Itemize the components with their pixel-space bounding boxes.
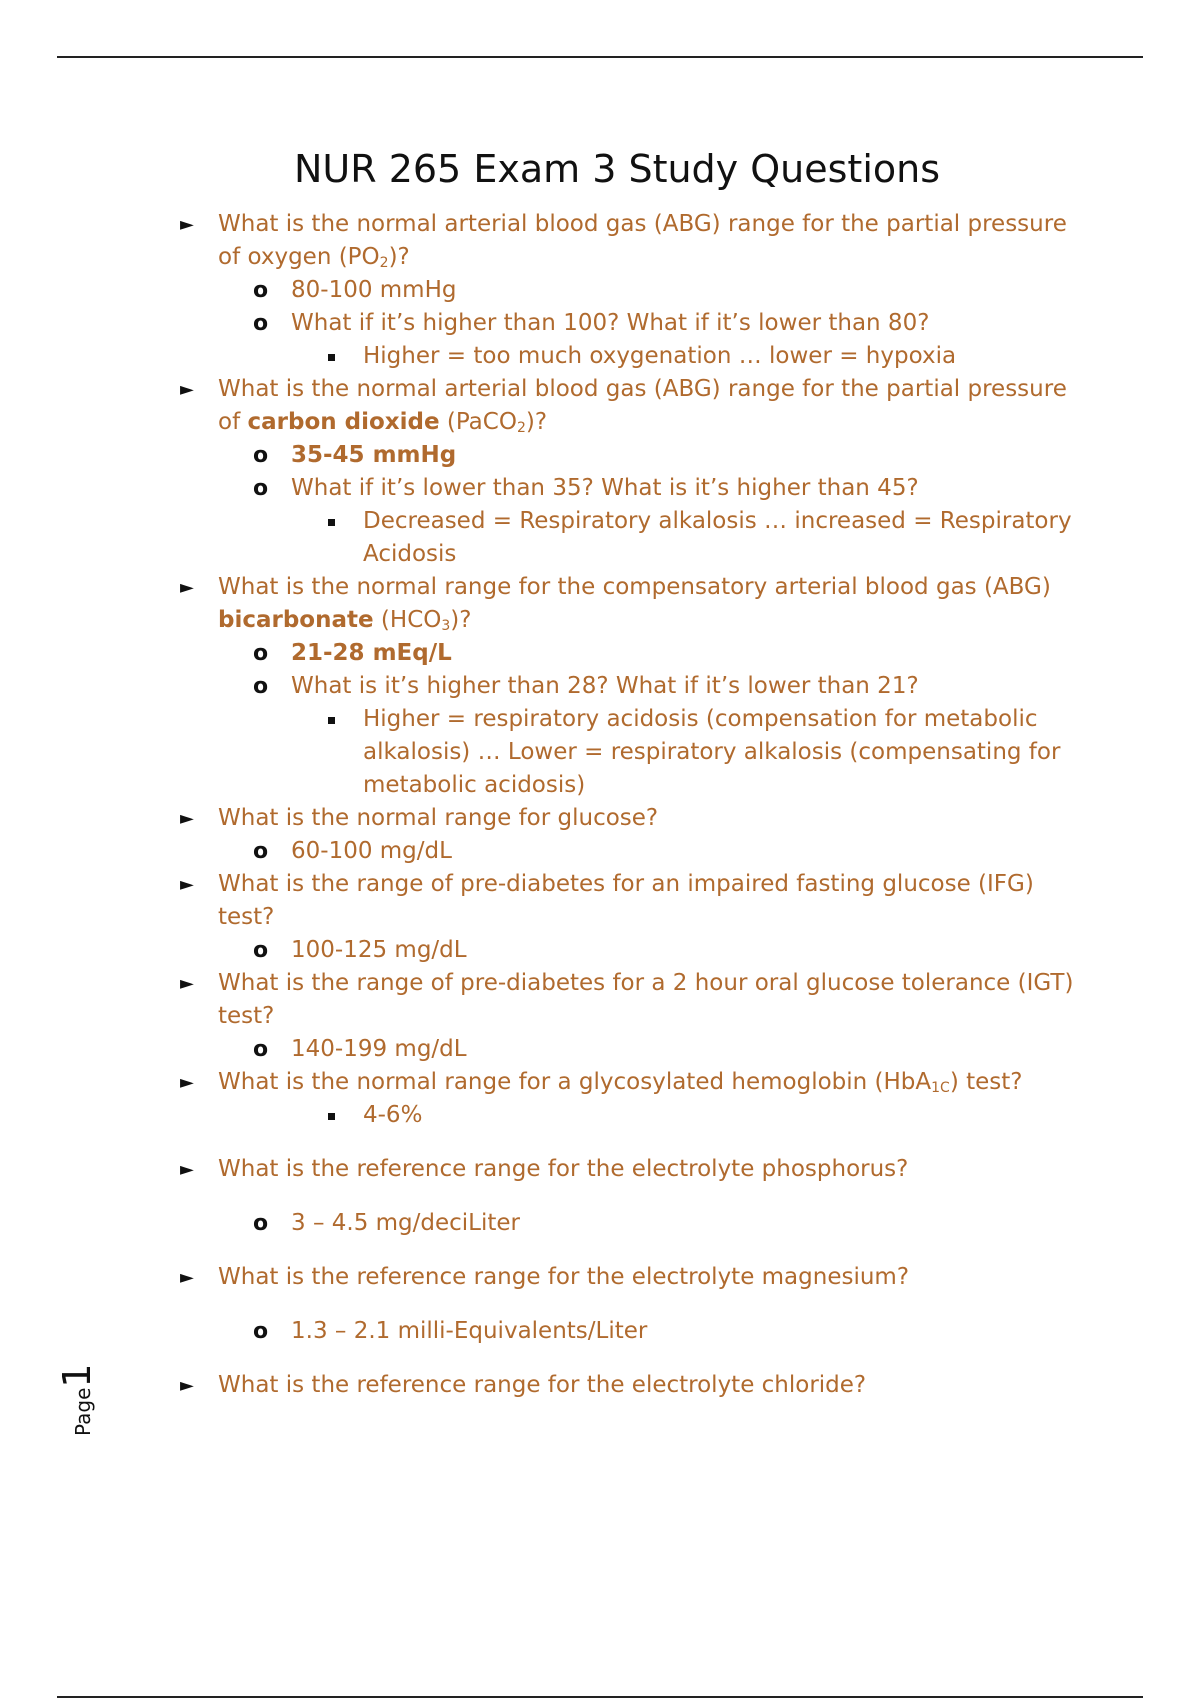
circle-bullet-icon: o bbox=[253, 1037, 269, 1062]
subscript: 2 bbox=[516, 420, 526, 436]
square-bullet-icon bbox=[328, 519, 335, 526]
answer-text: 3 – 4.5 mg/deciLiter bbox=[291, 1210, 521, 1236]
question-text: What is the normal arterial blood gas (ABG) range for the partial pressure of oxygen (PO bbox=[218, 211, 1067, 270]
page-title: NUR 265 Exam 3 Study Questions bbox=[293, 147, 941, 191]
page-word: Page bbox=[71, 1387, 95, 1436]
answer-item bbox=[253, 439, 1078, 472]
question-text: What is the normal range for the compensatory arterial blood gas (ABG) bbox=[218, 574, 1051, 600]
answer-text: 21-28 mEq/L bbox=[291, 640, 452, 666]
sub-answer-text: 4-6% bbox=[363, 1102, 423, 1128]
question-text: )? bbox=[450, 607, 472, 633]
question-item bbox=[178, 373, 1093, 439]
question-text: What is the normal range for a glycosylated hemoglobin (HbA bbox=[218, 1069, 932, 1095]
sub-answer-item bbox=[363, 703, 1078, 802]
sub-answer-text: Higher = respiratory acidosis (compensation for metabolic alkalosis) … Lower = respiratory alkalosis (compensating for metabolic acidosis) bbox=[363, 706, 1061, 798]
subscript: 3 bbox=[441, 618, 451, 634]
question-item bbox=[178, 868, 1093, 934]
answer-text: 80-100 mmHg bbox=[291, 277, 457, 303]
question-emphasis: bicarbonate bbox=[218, 607, 374, 633]
question-text: (PaCO bbox=[439, 409, 517, 435]
question-item bbox=[178, 1066, 1093, 1099]
page-number-label bbox=[55, 1360, 105, 1440]
arrow-bullet-icon: ► bbox=[180, 1072, 194, 1093]
arrow-bullet-icon: ► bbox=[180, 874, 194, 895]
circle-bullet-icon: o bbox=[253, 1211, 269, 1236]
answer-item bbox=[253, 274, 1078, 307]
question-text: )? bbox=[388, 244, 410, 270]
square-bullet-icon bbox=[328, 354, 335, 361]
sub-answer-text: Higher = too much oxygenation … lower = hypoxia bbox=[363, 343, 957, 369]
sub-answer-item bbox=[363, 340, 1078, 373]
arrow-bullet-icon: ► bbox=[180, 808, 194, 829]
answer-text: What if it’s lower than 35? What is it’s higher than 45? bbox=[291, 475, 919, 501]
question-item bbox=[178, 1153, 1093, 1186]
answer-text: 35-45 mmHg bbox=[291, 442, 457, 468]
answer-item bbox=[253, 835, 1078, 868]
question-text: What is the normal arterial blood gas (ABG) range for the partial pressure of bbox=[218, 376, 1067, 435]
subscript: 2 bbox=[379, 255, 389, 271]
answer-text: 1.3 – 2.1 milli-Equivalents/Liter bbox=[291, 1318, 648, 1344]
arrow-bullet-icon: ► bbox=[180, 1159, 194, 1180]
sub-answer-text: Decreased = Respiratory alkalosis … increased = Respiratory Acidosis bbox=[363, 508, 1072, 567]
answer-item bbox=[253, 1207, 1078, 1240]
circle-bullet-icon: o bbox=[253, 443, 269, 468]
question-text: ) test? bbox=[949, 1069, 1023, 1095]
question-text: )? bbox=[525, 409, 548, 435]
header-rule bbox=[57, 56, 1143, 58]
answer-text: What if it’s higher than 100? What if it’s lower than 80? bbox=[291, 310, 930, 336]
answer-text: 60-100 mg/dL bbox=[291, 838, 452, 864]
question-emphasis: carbon dioxide bbox=[247, 409, 440, 435]
question-item bbox=[178, 967, 1093, 1033]
answer-item bbox=[253, 1315, 1078, 1348]
arrow-bullet-icon: ► bbox=[180, 1375, 194, 1396]
question-item bbox=[178, 571, 1093, 637]
circle-bullet-icon: o bbox=[253, 1319, 269, 1344]
question-item bbox=[178, 802, 1093, 835]
arrow-bullet-icon: ► bbox=[180, 1267, 194, 1288]
question-item bbox=[178, 1261, 1093, 1294]
page-number: 1 bbox=[55, 1363, 99, 1388]
question-text: What is the reference range for the electrolyte magnesium? bbox=[218, 1264, 910, 1290]
question-text: What is the normal range for glucose? bbox=[218, 805, 659, 831]
question-item bbox=[178, 208, 1093, 274]
question-text: What is the range of pre-diabetes for a 2 hour oral glucose tolerance (IGT) test? bbox=[218, 970, 1074, 1029]
question-item bbox=[178, 1369, 1093, 1402]
arrow-bullet-icon: ► bbox=[180, 973, 194, 994]
subscript: 1C bbox=[931, 1080, 950, 1096]
arrow-bullet-icon: ► bbox=[180, 577, 194, 598]
answer-item bbox=[253, 637, 1078, 670]
answer-item bbox=[253, 472, 1078, 505]
arrow-bullet-icon: ► bbox=[180, 379, 194, 400]
circle-bullet-icon: o bbox=[253, 476, 269, 501]
circle-bullet-icon: o bbox=[253, 674, 269, 699]
sub-answer-item bbox=[363, 1099, 1078, 1132]
answer-item bbox=[253, 934, 1078, 967]
circle-bullet-icon: o bbox=[253, 839, 269, 864]
answer-item bbox=[253, 307, 1078, 340]
square-bullet-icon bbox=[328, 717, 335, 724]
sub-answer-item bbox=[363, 505, 1078, 571]
circle-bullet-icon: o bbox=[253, 278, 269, 303]
answer-item bbox=[253, 1033, 1078, 1066]
question-text: What is the reference range for the electrolyte chloride? bbox=[218, 1372, 867, 1398]
answer-text: 140-199 mg/dL bbox=[291, 1036, 467, 1062]
question-text: What is the range of pre-diabetes for an impaired fasting glucose (IFG) test? bbox=[218, 871, 1034, 930]
answer-item bbox=[253, 670, 1078, 703]
circle-bullet-icon: o bbox=[253, 311, 269, 336]
arrow-bullet-icon: ► bbox=[180, 214, 194, 235]
circle-bullet-icon: o bbox=[253, 938, 269, 963]
answer-text: 100-125 mg/dL bbox=[291, 937, 467, 963]
question-text: (HCO bbox=[373, 607, 442, 633]
square-bullet-icon bbox=[328, 1113, 335, 1120]
answer-text: What is it’s higher than 28? What if it’s lower than 21? bbox=[291, 673, 919, 699]
question-list bbox=[178, 208, 1078, 1402]
footer-rule bbox=[57, 1696, 1143, 1698]
circle-bullet-icon: o bbox=[253, 641, 269, 666]
question-text: What is the reference range for the electrolyte phosphorus? bbox=[218, 1156, 909, 1182]
